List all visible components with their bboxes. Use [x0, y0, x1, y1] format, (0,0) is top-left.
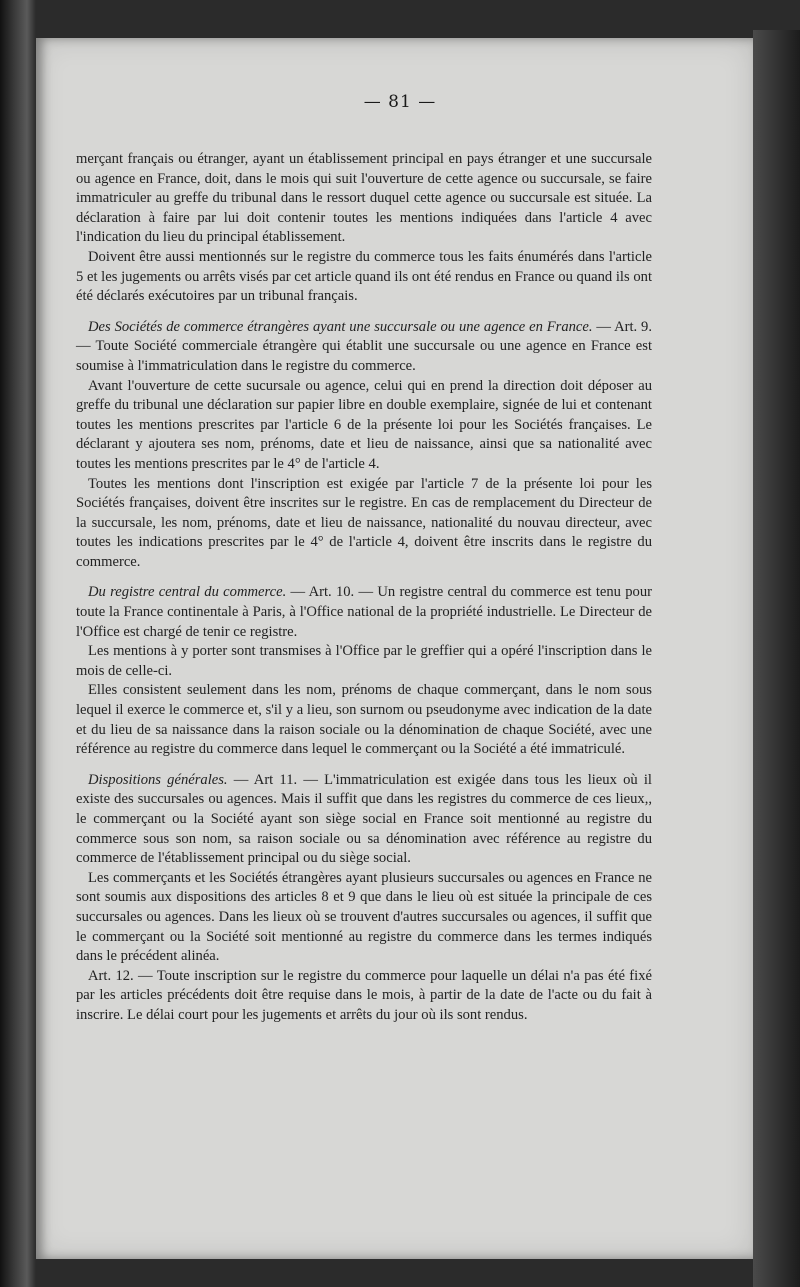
paragraph-text: Les commerçants et les Sociétés étrangères ayant plusieurs succursales ou agences en France ne sont soumis aux dispositions des articles 8 et 9 que dans le lieu où est située la principale de ces succursales ou agences. Dans les lieux où se trouvent d'autres succursales ou agences, il suffit que le commerçant ou la Société soit mentionné au registre du commerce dans les termes indiqués dans le précédent alinéa.	[76, 869, 652, 965]
section-heading: Dispositions générales.	[88, 771, 228, 788]
section-heading: Du registre central du commerce.	[88, 584, 287, 601]
paragraph-text: — Art. 10. — Un registre central du commerce est tenu pour toute la France continentale à Paris, à l'Office national de la propriété industrielle. Le Directeur de l'Office est chargé de tenir ce registre.	[76, 584, 652, 640]
paragraph	[76, 318, 652, 377]
paragraph-text: — Art. 9. — Toute Société commerciale étrangère qui établit une succursale ou une agence en France est soumise à l'immatriculation dans le registre du commerce.	[76, 318, 653, 374]
paragraph	[76, 967, 652, 1026]
paragraph-text: Toutes les mentions dont l'inscription est exigée par l'article 7 de la présente loi pour les Sociétés françaises, doivent être inscrites sur le registre. En cas de remplacement du Directeur de la succursale, les nom, prénoms, date et lieu de naissance, nationalité du nouvau directeur, avec toutes les indications prescrites par le 4° de l'article 4, doivent être inscrits dans le registre du commerce.	[76, 475, 652, 570]
paragraph	[76, 869, 652, 967]
page-edge	[753, 30, 800, 1287]
paragraph-text: — Art 11. — L'immatriculation est exigée dans tous les lieux où il existe des succursales ou agences. Mais il suffit que dans les registres du commerce de ces lieux,, le commerçant ou la Société ayant son siège social en France soit mentionné au registre du commerce sous son nom, sa raison sociale ou sa dénomination avec référence au registre du commerce de l'établissement principal ou du siège social.	[76, 771, 652, 867]
paragraph	[76, 681, 652, 759]
page-number: — 81 —	[363, 92, 437, 112]
paragraph	[76, 642, 652, 681]
paragraph-text: Elles consistent seulement dans les nom, prénoms de chaque commerçant, dans le nom sous lequel il exerce le commerce et, s'il y a lieu, son surnom ou pseudonyme avec indication de la date et du lieu de sa naissance dans la raison sociale ou la dénomination de chaque Société, avec une référence au registre du commerce dans lequel le commerçant ou la Société a été immatriculé.	[76, 682, 652, 758]
paragraph-text: Art. 12. — Toute inscription sur le registre du commerce pour laquelle un délai n'a pas été fixé par les articles précédents doit être requise dans le mois, à partir de la date de l'acte ou du fait à inscrire. Le délai court pour les jugements et arrêts du jour où ils sont rendus.	[76, 967, 652, 1023]
book-spine	[0, 0, 36, 1287]
paragraph-text: Avant l'ouverture de cette sucursale ou agence, celui qui en prend la direction doit déposer au greffe du tribunal une déclaration sur papier libre en double exemplaire, signée de lui et contenant toutes les mentions prescrites par l'article 6 de la présente loi pour les Sociétés françaises. Le déclarant y ajoutera ses nom, prénoms, date et lieu de naissance, ainsi que sa nationalité avec toutes les mentions prescrites par le 4° de l'article 4.	[76, 377, 652, 472]
paragraph-text: merçant français ou étranger, ayant un établissement principal en pays étranger et une succursale ou agence en France, doit, dans le mois qui suit l'ouverture de cette agence ou succursale, se faire immatriculer au greffe du tribunal dans le ressort duquel cette agence ou succursale est située. La déclaration à faire par lui doit contenir toutes les mentions indiquées dans l'article 4 avec l'indication du lieu du principal établissement.	[76, 151, 652, 246]
paragraph	[76, 583, 652, 642]
section-heading: Des Sociétés de commerce étrangères ayant une succursale ou une agence en France.	[88, 318, 593, 335]
paragraph-text: Les mentions à y porter sont transmises à l'Office par le greffier qui a opéré l'inscription dans le mois de celle-ci.	[76, 643, 652, 679]
paragraph	[76, 377, 652, 475]
paragraph	[76, 150, 652, 248]
paragraph	[76, 771, 652, 869]
paragraph-text: Doivent être aussi mentionnés sur le registre du commerce tous les faits énumérés dans l'article 5 et les jugements ou arrêts visés par cet article quand ils ont été rendus en France ou quand ils ont été déclarés exécutoires par un tribunal français.	[76, 248, 652, 305]
body-text	[76, 150, 652, 1026]
paragraph	[76, 248, 652, 307]
paragraph	[76, 475, 652, 573]
